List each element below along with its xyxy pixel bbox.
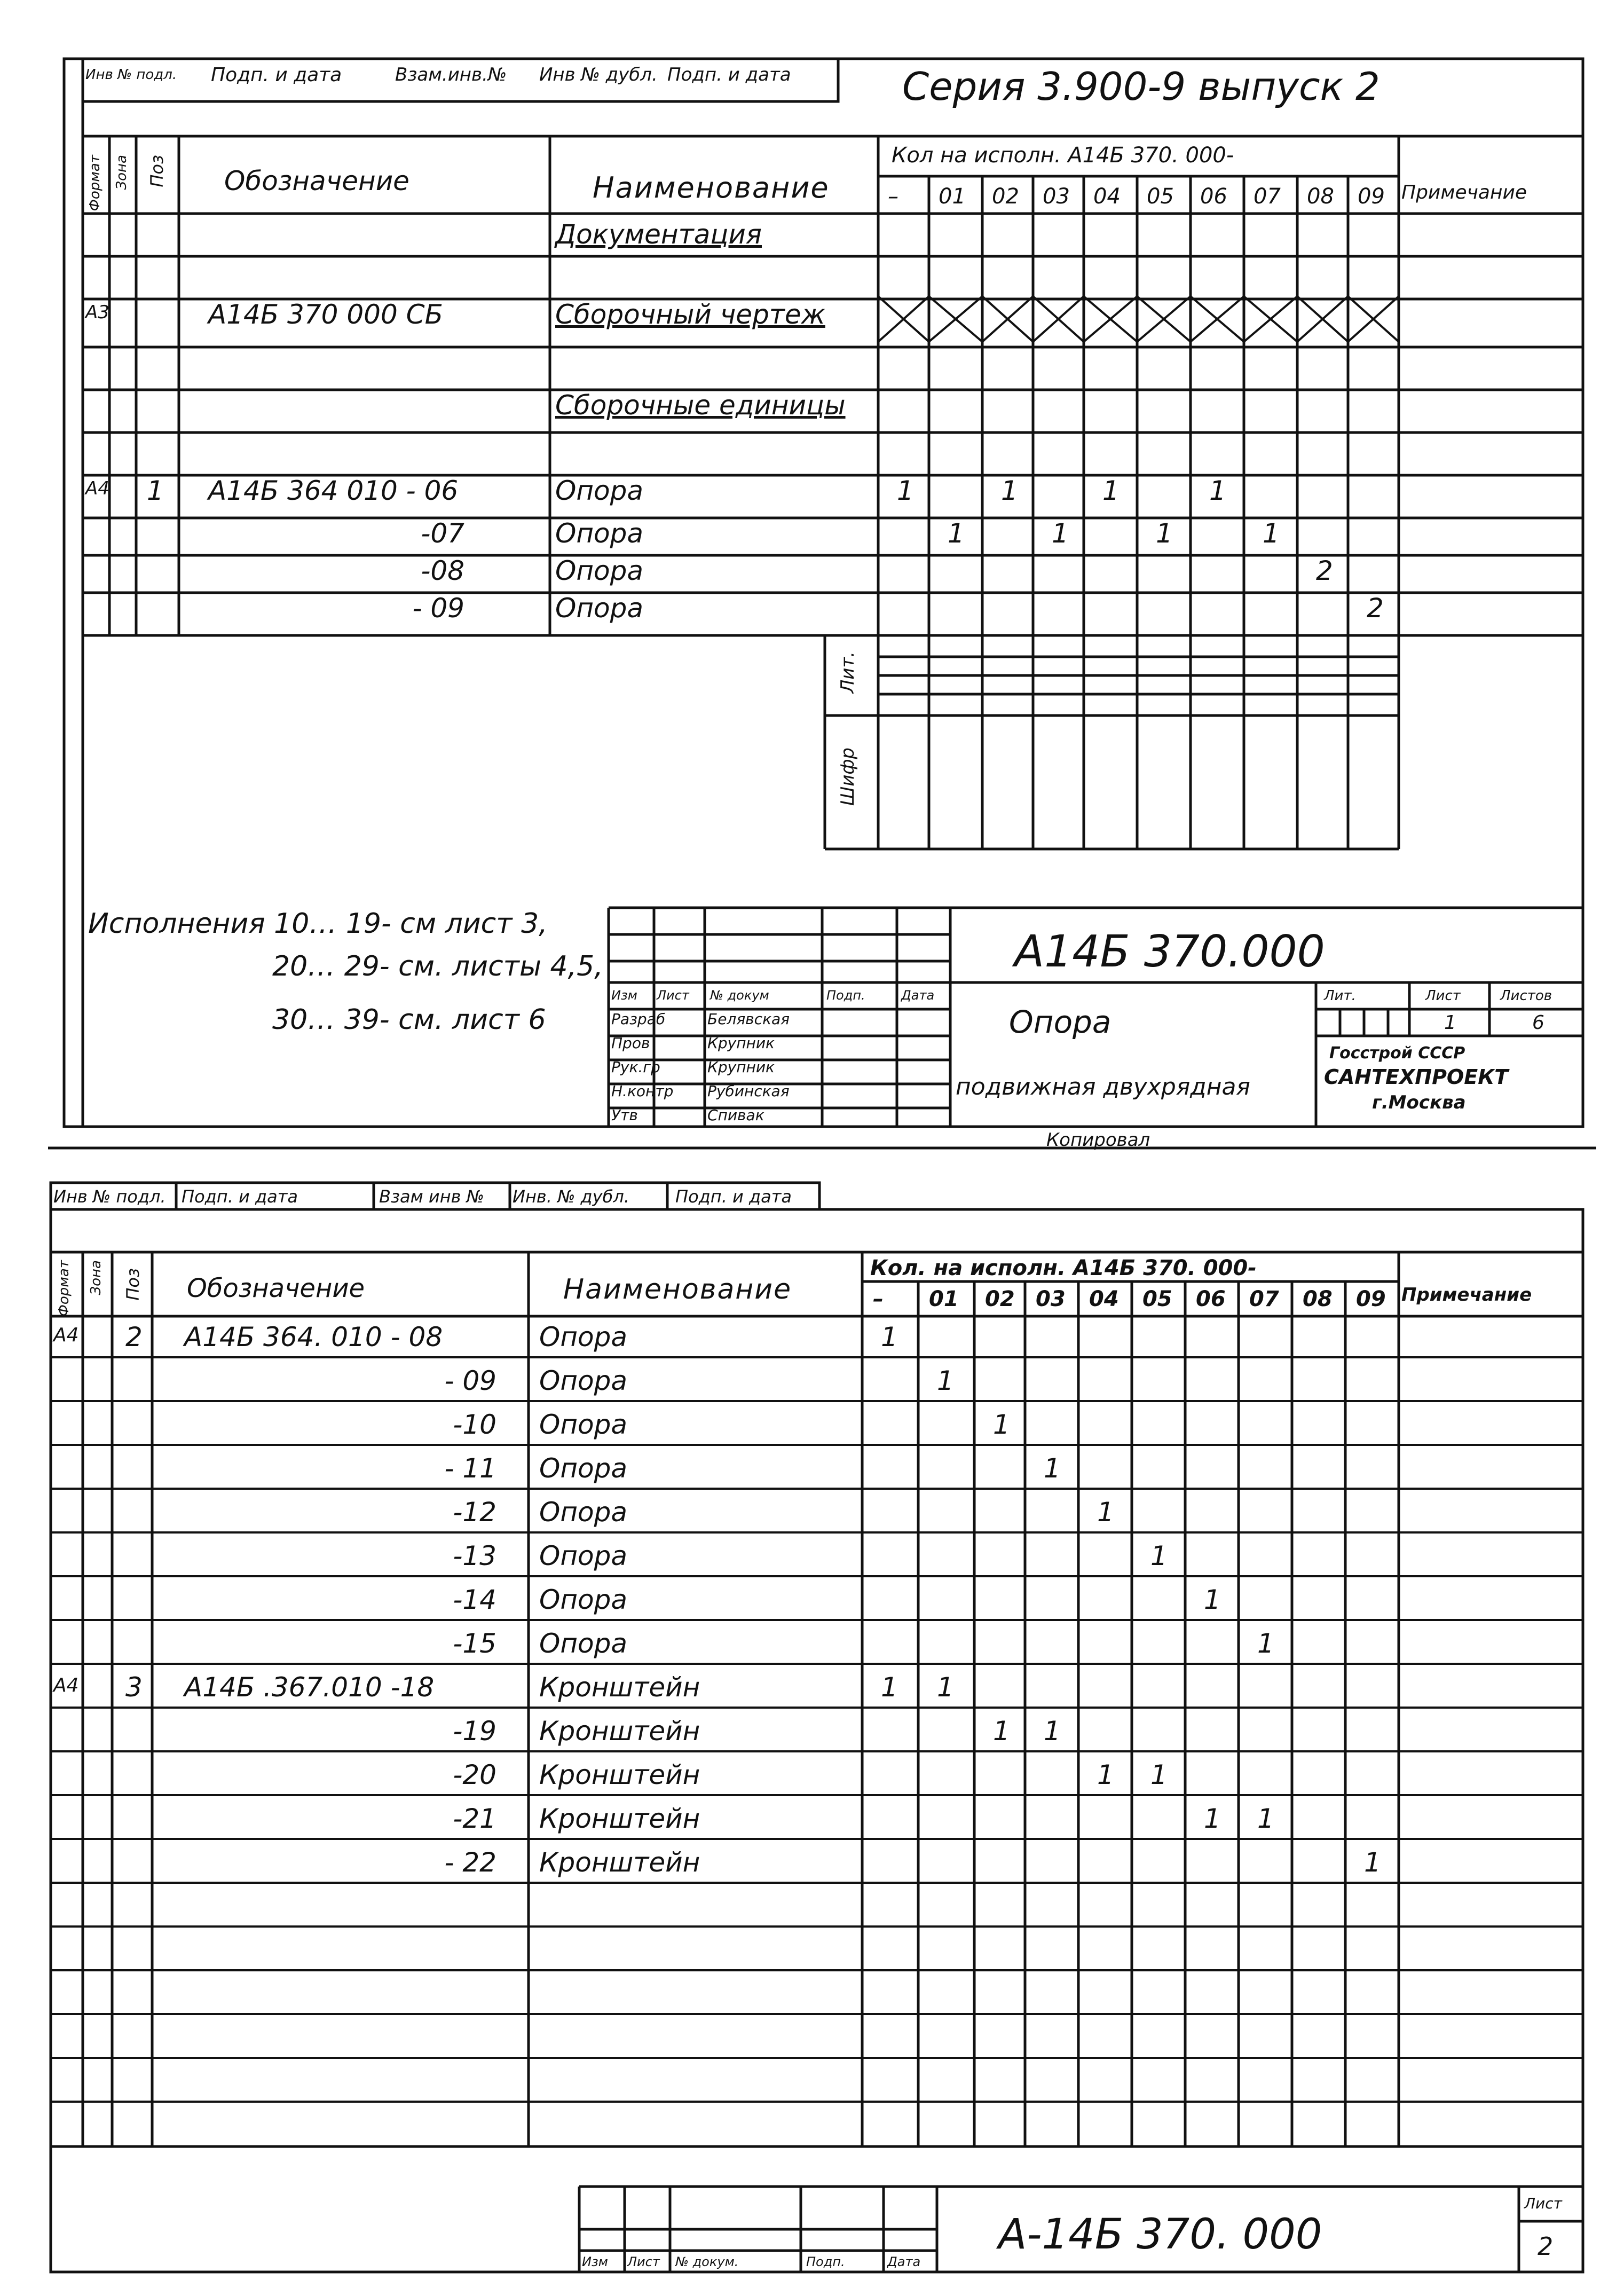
s2-row-name: Опора [539, 1322, 628, 1353]
s2-row-designation: - 22 [444, 1847, 496, 1878]
qty-cell: 2 [1367, 593, 1384, 624]
s2-col-header-qty-title: Кол. на исполн. А14Б 370. 000- [870, 1256, 1257, 1280]
s2-row-name: Кронштейн [539, 1847, 700, 1878]
footer-sheet-num: 2 [1538, 2232, 1554, 2261]
col-header-designation: Обозначение [224, 166, 409, 196]
s2-variant-header-4: 04 [1089, 1287, 1119, 1311]
col-header-name: Наименование [593, 171, 830, 205]
s2-variant-header-6: 06 [1196, 1287, 1226, 1311]
shifr-label: Шифр [837, 748, 858, 806]
s2-variant-header-0: – [873, 1287, 884, 1311]
tb-product-name-2: подвижная двухрядная [956, 1073, 1250, 1100]
col-header-note: Примечание [1401, 182, 1527, 203]
s2-row-name: Опора [539, 1453, 628, 1484]
s2-row-name: Опора [539, 1409, 628, 1440]
series-title: Серия 3.900-9 выпуск 2 [902, 64, 1380, 109]
stamp-inv-dubl: Инв № дубл. [539, 64, 658, 85]
qty-cell: 1 [1052, 518, 1069, 549]
role-person: Рубинская [707, 1082, 790, 1100]
s2-qty-cell: 1 [1364, 1847, 1381, 1878]
qty-cell: 1 [897, 475, 914, 506]
s2-row-designation: А14Б .367.010 -18 [184, 1672, 435, 1703]
s2-row-name: Кронштейн [539, 1759, 700, 1790]
col-header-pos: Поз [147, 155, 167, 187]
s2-row-designation: -20 [453, 1759, 496, 1790]
qty-cell: 1 [1263, 518, 1280, 549]
s2-row-name: Кронштейн [539, 1803, 700, 1834]
s2-row-name: Опора [539, 1628, 628, 1659]
row-designation: -08 [421, 555, 464, 586]
execution-note-3: 30… 39- см. лист 6 [272, 1004, 546, 1036]
s2-stamp-vzam-inv: Взам инв № [379, 1186, 484, 1207]
row-pos: 1 [147, 475, 164, 506]
variant-header-1: 01 [939, 184, 966, 209]
s2-row-designation: -10 [453, 1409, 496, 1440]
s2-qty-cell: 1 [1097, 1759, 1114, 1790]
execution-note-1: Исполнения 10… 19- см лист 3, [88, 908, 548, 940]
role-label: Пров [611, 1034, 650, 1052]
row-name: Документация [555, 219, 762, 250]
s2-col-header-note: Примечание [1401, 1284, 1532, 1306]
s2-row-pos: 3 [125, 1672, 143, 1703]
s2-row-designation: - 09 [444, 1365, 496, 1396]
role-label: Утв [611, 1106, 638, 1124]
s2-variant-header-1: 01 [929, 1287, 959, 1311]
s2-row-designation: -14 [453, 1584, 496, 1615]
col-header-zone: Зона [114, 155, 130, 190]
footer-sheet-label: Лист [1524, 2195, 1562, 2212]
row-designation: А14Б 364 010 - 06 [208, 475, 459, 506]
tb-lit-label: Лит. [1324, 988, 1356, 1004]
role-label: Н.контр [611, 1082, 674, 1100]
s2-row-designation: -15 [453, 1628, 496, 1659]
s2-row-designation: А14Б 364. 010 - 08 [184, 1322, 443, 1353]
lit-label: Лит. [837, 651, 858, 694]
s2-col-header-name: Наименование [563, 1273, 792, 1306]
tb-col-podp: Подп. [826, 988, 865, 1003]
s2-col-header-format: Формат [56, 1260, 72, 1317]
variant-header-8: 08 [1307, 184, 1334, 209]
s2-qty-cell: 1 [1044, 1453, 1061, 1484]
row-designation: -07 [421, 518, 464, 549]
qty-cell: 1 [1102, 475, 1120, 506]
variant-header-7: 07 [1254, 184, 1281, 209]
s2-qty-cell: 1 [937, 1672, 954, 1703]
role-label: Разраб [611, 1010, 666, 1028]
s2-variant-header-2: 02 [985, 1287, 1015, 1311]
s2-qty-cell: 1 [1204, 1584, 1221, 1615]
s2-stamp-podp-data-2: Подп. и дата [675, 1186, 792, 1207]
row-designation: А14Б 370 000 СБ [208, 299, 443, 330]
row-name: Опора [555, 475, 644, 506]
tb-sheets-label: Листов [1500, 988, 1552, 1004]
footer-designation: А-14Б 370. 000 [998, 2211, 1322, 2259]
role-label: Рук.гр [611, 1058, 660, 1076]
row-name: Опора [555, 555, 644, 586]
s2-row-name: Опора [539, 1497, 628, 1528]
row-format: А3 [85, 302, 109, 323]
footer-col-podp: Подп. [806, 2254, 845, 2269]
variant-header-3: 03 [1043, 184, 1070, 209]
tb-org-1: Госстрой СССР [1329, 1044, 1465, 1063]
qty-cell: 1 [1156, 518, 1173, 549]
s2-qty-cell: 1 [993, 1409, 1010, 1440]
stamp-podp-data: Подп. и дата [211, 64, 342, 86]
s2-row-name: Опора [539, 1584, 628, 1615]
s2-qty-cell: 1 [937, 1365, 954, 1396]
s2-row-format: А4 [53, 1324, 79, 1346]
footer-col-izm: Изм [582, 2254, 608, 2269]
s2-qty-cell: 1 [1257, 1628, 1274, 1659]
stamp-inv-podl: Инв № подл. [85, 67, 177, 83]
tb-col-doc: № докум [710, 988, 769, 1003]
tb-col-izm: Изм [611, 988, 637, 1003]
role-person: Спивак [707, 1106, 764, 1124]
s2-stamp-podp-data: Подп. и дата [182, 1186, 298, 1207]
qty-cell: 1 [1209, 475, 1226, 506]
role-person: Белявская [707, 1010, 790, 1028]
footer-col-list: Лист [627, 2254, 660, 2269]
variant-header-2: 02 [992, 184, 1019, 209]
s2-qty-cell: 1 [1204, 1803, 1221, 1834]
s2-qty-cell: 1 [1150, 1540, 1168, 1571]
footer-col-doc: № докум. [675, 2254, 739, 2269]
tb-col-data: Дата [901, 988, 935, 1003]
role-person: Крупник [707, 1034, 775, 1052]
s2-row-pos: 2 [125, 1322, 143, 1353]
s2-row-designation: -21 [453, 1803, 496, 1834]
row-name: Опора [555, 593, 644, 624]
tb-designation: А14Б 370.000 [1014, 926, 1325, 977]
row-name: Сборочный чертеж [555, 299, 825, 330]
row-format: А4 [85, 478, 109, 499]
s2-row-format: А4 [53, 1674, 79, 1696]
s2-col-header-pos: Поз [123, 1268, 143, 1301]
tb-org-2: САНТЕХПРОЕКТ [1324, 1065, 1509, 1089]
row-name: Опора [555, 518, 644, 549]
qty-cell: 1 [1001, 475, 1018, 506]
s2-qty-cell: 1 [1150, 1759, 1168, 1790]
s2-qty-cell: 1 [993, 1716, 1010, 1747]
s2-qty-cell: 1 [1044, 1716, 1061, 1747]
s2-qty-cell: 1 [1097, 1497, 1114, 1528]
s2-qty-cell: 1 [881, 1322, 898, 1353]
variant-header-6: 06 [1200, 184, 1227, 209]
s2-row-name: Кронштейн [539, 1672, 700, 1703]
tb-product-name-1: Опора [1009, 1004, 1112, 1040]
copied-label: Копировал [1046, 1129, 1150, 1151]
s2-stamp-inv-podl: Инв № подл. [53, 1186, 166, 1207]
col-header-qty-title: Кол на исполн. А14Б 370. 000- [892, 143, 1234, 168]
s2-variant-header-3: 03 [1036, 1287, 1066, 1311]
row-name: Сборочные единицы [555, 390, 846, 421]
footer-col-data: Дата [887, 2254, 921, 2269]
tb-org-3: г.Москва [1372, 1092, 1466, 1113]
s2-variant-header-5: 05 [1142, 1287, 1172, 1311]
s2-stamp-inv-dubl: Инв. № дубл. [513, 1186, 629, 1207]
role-person: Крупник [707, 1058, 775, 1076]
s2-qty-cell: 1 [1257, 1803, 1274, 1834]
qty-cell: 2 [1316, 555, 1333, 586]
s2-row-designation: -13 [453, 1540, 496, 1571]
variant-header-4: 04 [1093, 184, 1121, 209]
stamp-vzam-inv: Взам.инв.№ [395, 64, 507, 85]
s2-qty-cell: 1 [881, 1672, 898, 1703]
s2-variant-header-8: 08 [1303, 1287, 1333, 1311]
variant-header-5: 05 [1147, 184, 1174, 209]
col-header-format: Формат [87, 155, 103, 211]
s2-row-designation: -12 [453, 1497, 496, 1528]
s2-row-name: Опора [539, 1365, 628, 1396]
variant-header-9: 09 [1358, 184, 1385, 209]
row-designation: - 09 [412, 593, 464, 624]
qty-cell: 1 [948, 518, 965, 549]
tb-col-list: Лист [657, 988, 689, 1003]
stamp-podp-data-2: Подп. и дата [667, 64, 791, 85]
s2-col-header-designation: Обозначение [187, 1273, 365, 1303]
s2-row-designation: -19 [453, 1716, 496, 1747]
s2-row-name: Опора [539, 1540, 628, 1571]
variant-header-0: – [888, 184, 898, 209]
s2-row-designation: - 11 [444, 1453, 496, 1484]
tb-sheet-num: 1 [1444, 1012, 1456, 1034]
tb-sheet-label: Лист [1425, 988, 1461, 1004]
s2-variant-header-9: 09 [1356, 1287, 1386, 1311]
execution-note-2: 20… 29- см. листы 4,5, [272, 950, 603, 982]
tb-sheets-num: 6 [1532, 1012, 1544, 1034]
s2-col-header-zone: Зона [88, 1260, 104, 1295]
s2-variant-header-7: 07 [1249, 1287, 1279, 1311]
s2-row-name: Кронштейн [539, 1716, 700, 1747]
